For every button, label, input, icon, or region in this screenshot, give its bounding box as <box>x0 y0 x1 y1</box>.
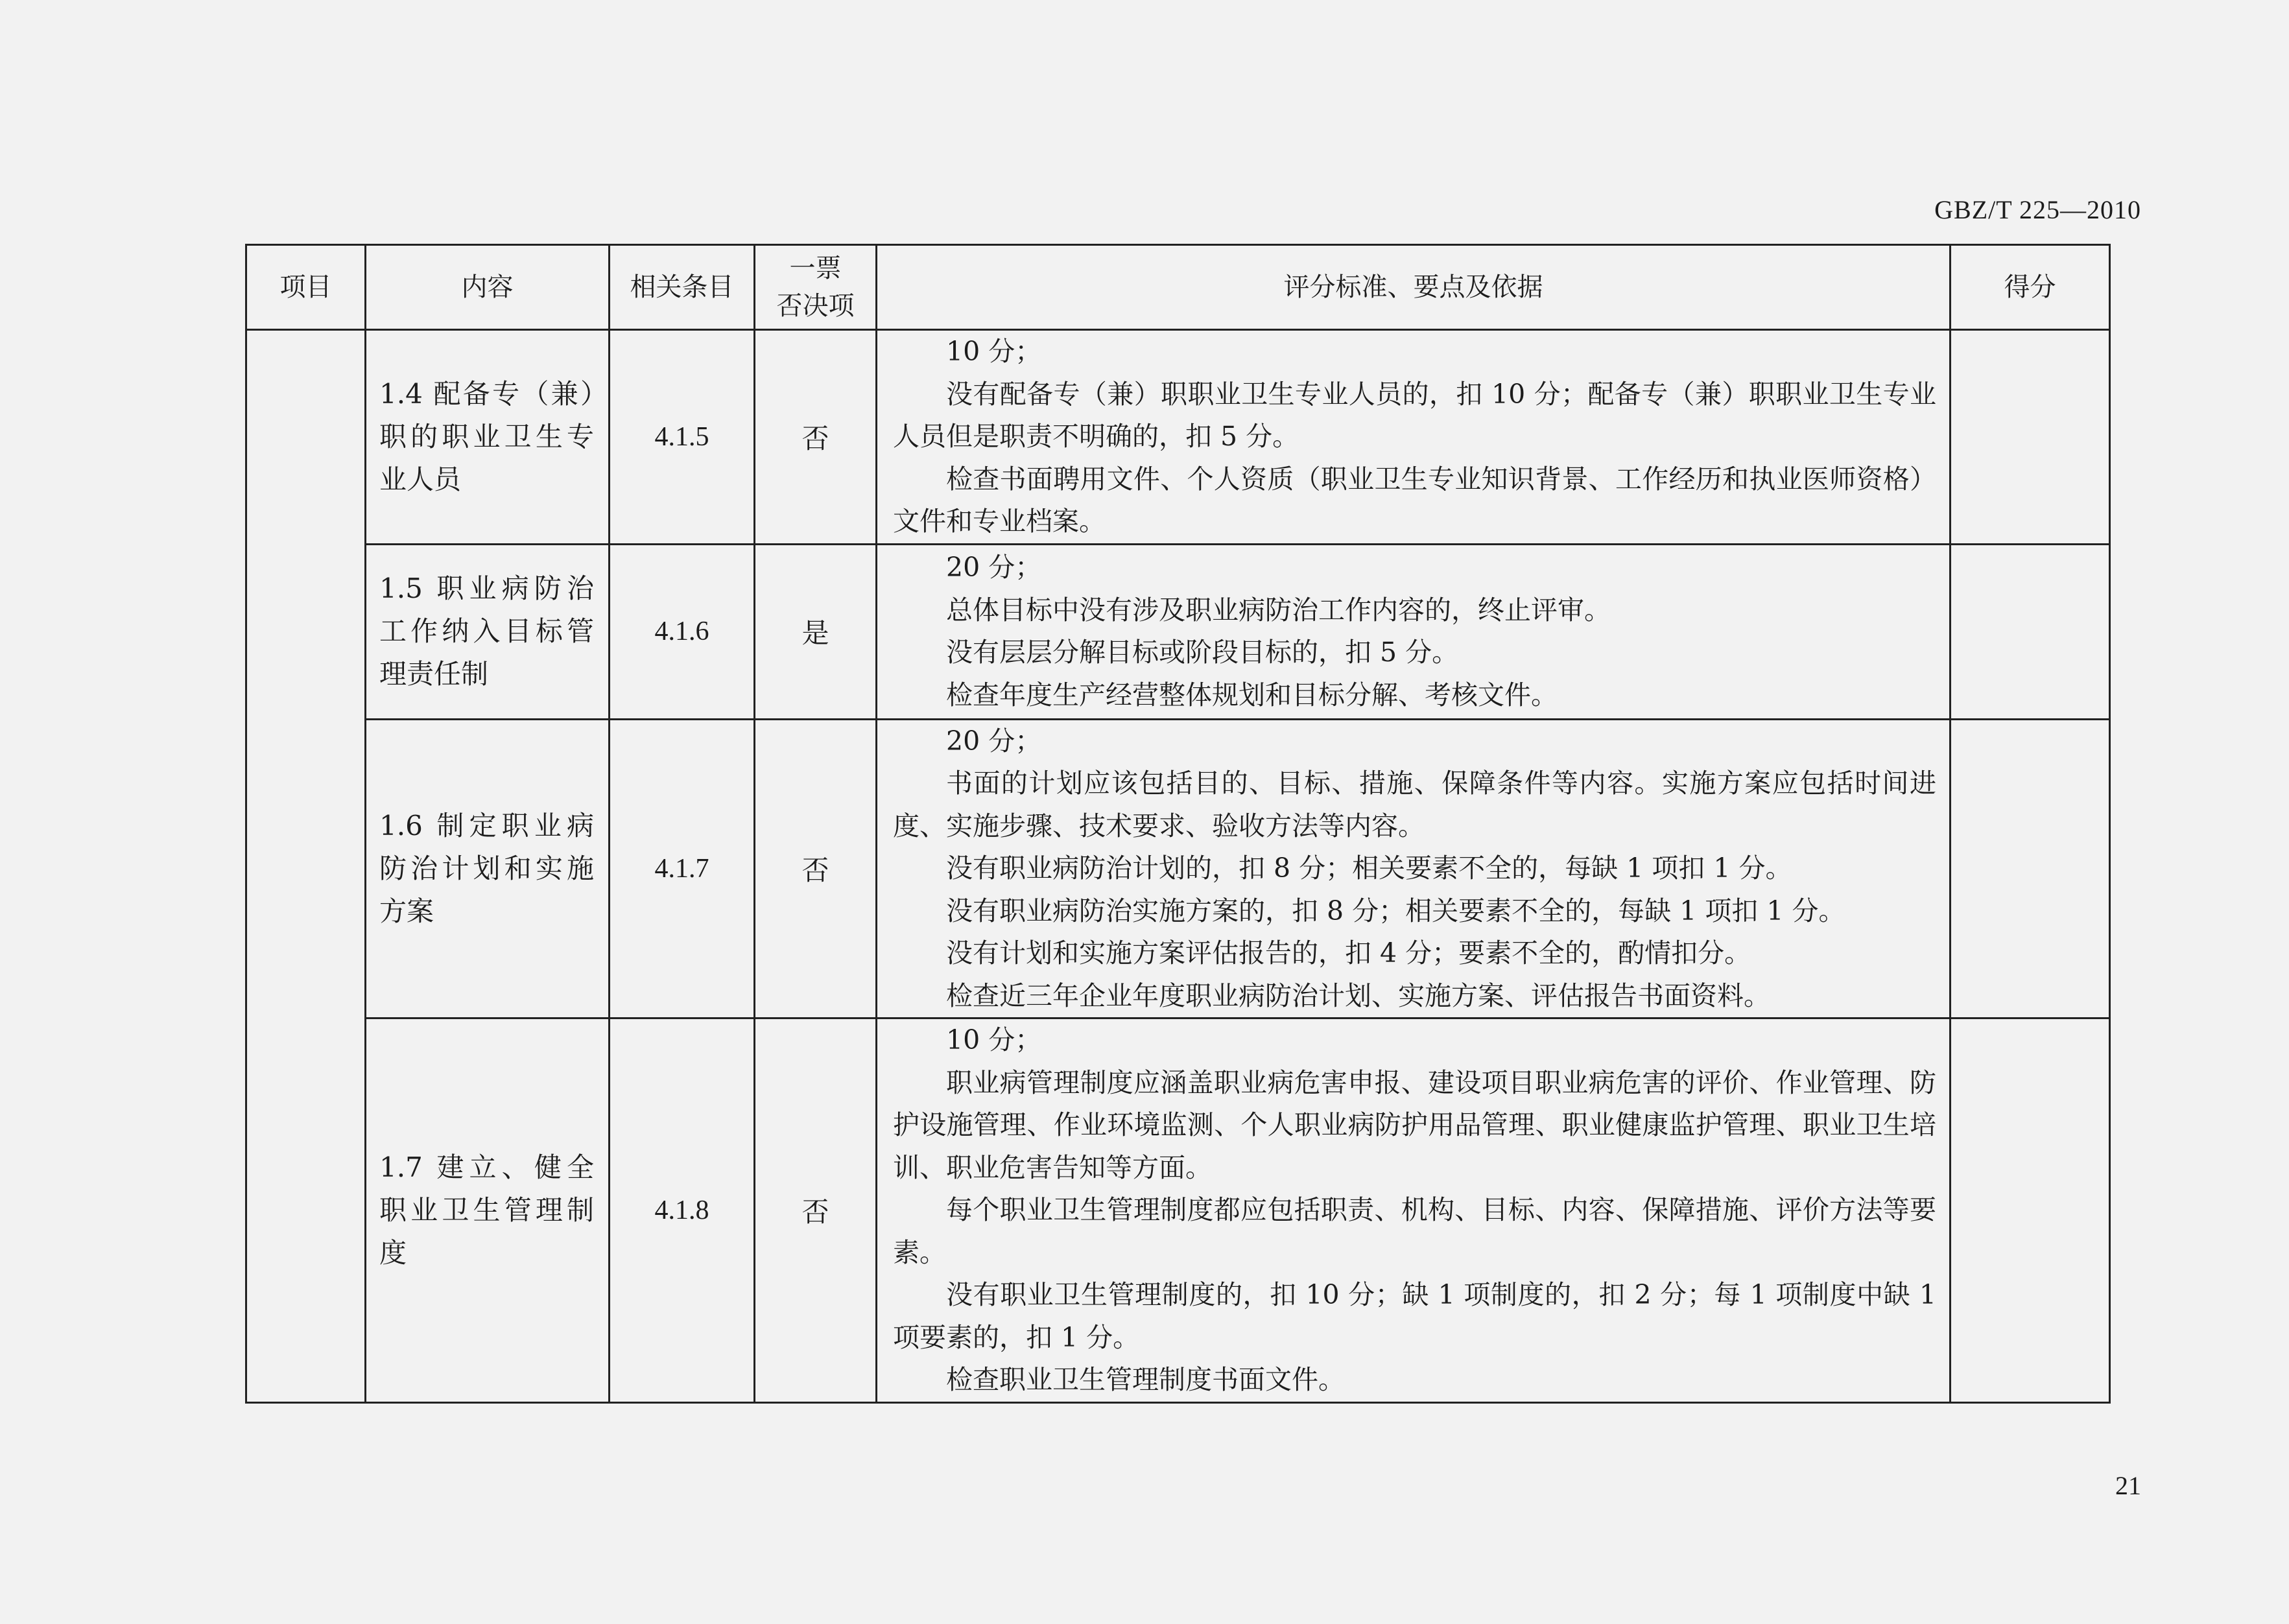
veto-cell: 否 <box>755 330 877 545</box>
veto-cell: 是 <box>755 544 877 719</box>
clause-cell: 4.1.6 <box>610 544 755 719</box>
criteria-line: 检查书面聘用文件、个人资质（职业卫生专业知识背景、工作经历和执业医师资格）文件和专业档案。 <box>893 463 1936 537</box>
header-veto-line2: 否决项 <box>776 291 855 321</box>
score-cell <box>1951 330 2110 545</box>
criteria-line: 没有层层分解目标或阶段目标的，扣 5 分。 <box>946 637 1459 668</box>
criteria-line: 检查近三年企业年度职业病防治计划、实施方案、评估报告书面资料。 <box>946 980 1770 1011</box>
criteria-line: 书面的计划应该包括目的、目标、措施、保障条件等内容。实施方案应包括时间进度、实施步骤、技术要求、验收方法等内容。 <box>893 768 1936 841</box>
criteria-line: 职业病管理制度应涵盖职业病危害申报、建设项目职业病危害的评价、作业管理、防护设施管理、作业环境监测、个人职业病防护用品管理、职业健康监护管理、职业卫生培训、职业危害告知等方面。 <box>893 1066 1936 1183</box>
content-cell: 1.4 配备专（兼）职的职业卫生专业人员 <box>366 330 610 545</box>
criteria-cell <box>877 544 1951 719</box>
score-cell <box>1951 719 2110 1018</box>
veto-cell: 否 <box>755 1018 877 1403</box>
clause-cell: 4.1.5 <box>610 330 755 545</box>
clause-cell: 4.1.7 <box>610 719 755 1018</box>
criteria-line: 总体目标中没有涉及职业病防治工作内容的，终止评审。 <box>946 594 1611 626</box>
header-item: 项目 <box>246 245 366 330</box>
criteria-points: 20 分； <box>946 725 1042 757</box>
table-row <box>246 330 2110 545</box>
criteria-cell <box>877 330 1951 545</box>
item-cell <box>246 330 366 1403</box>
header-clause: 相关条目 <box>610 245 755 330</box>
content-cell: 1.5 职业病防治工作纳入目标管理责任制 <box>366 544 610 719</box>
criteria-line: 没有职业病防治实施方案的，扣 8 分；相关要素不全的，每缺 1 项扣 1 分。 <box>946 895 1845 926</box>
criteria-cell <box>877 1018 1951 1403</box>
criteria-points: 10 分； <box>946 1024 1042 1055</box>
criteria-line: 检查年度生产经营整体规划和目标分解、考核文件。 <box>946 679 1558 711</box>
criteria-line: 每个职业卫生管理制度都应包括职责、机构、目标、内容、保障措施、评价方法等要素。 <box>893 1194 1936 1268</box>
table-row <box>246 1018 2110 1403</box>
criteria-line: 没有职业卫生管理制度的，扣 10 分；缺 1 项制度的，扣 2 分；每 1 项制度中缺 1 项要素的，扣 1 分。 <box>893 1279 1936 1353</box>
veto-cell: 否 <box>755 719 877 1018</box>
content-cell: 1.6 制定职业病防治计划和实施方案 <box>366 719 610 1018</box>
page-number: 21 <box>2115 1471 2141 1500</box>
document-code: GBZ/T 225—2010 <box>1934 195 2141 224</box>
header-veto-line1: 一票 <box>789 253 842 283</box>
criteria-line: 没有职业病防治计划的，扣 8 分；相关要素不全的，每缺 1 项扣 1 分。 <box>946 853 1792 884</box>
criteria-line: 检查职业卫生管理制度书面文件。 <box>946 1364 1345 1395</box>
criteria-points: 10 分； <box>946 336 1042 367</box>
table-row <box>246 544 2110 719</box>
criteria-line: 没有配备专（兼）职职业卫生专业人员的，扣 10 分；配备专（兼）职职业卫生专业人员但是职责不明确的，扣 5 分。 <box>893 378 1936 452</box>
header-criteria: 评分标准、要点及依据 <box>877 245 1951 330</box>
score-cell <box>1951 1018 2110 1403</box>
table-header-row <box>246 245 2110 330</box>
evaluation-table <box>245 244 2111 1404</box>
criteria-cell <box>877 719 1951 1018</box>
content-cell: 1.7 建立、健全职业卫生管理制度 <box>366 1018 610 1403</box>
criteria-points: 20 分； <box>946 552 1042 583</box>
header-content: 内容 <box>366 245 610 330</box>
score-cell <box>1951 544 2110 719</box>
clause-cell: 4.1.8 <box>610 1018 755 1403</box>
header-veto <box>755 245 877 330</box>
header-score: 得分 <box>1951 245 2110 330</box>
criteria-line: 没有计划和实施方案评估报告的，扣 4 分；要素不全的，酌情扣分。 <box>946 937 1751 969</box>
table-row <box>246 719 2110 1018</box>
